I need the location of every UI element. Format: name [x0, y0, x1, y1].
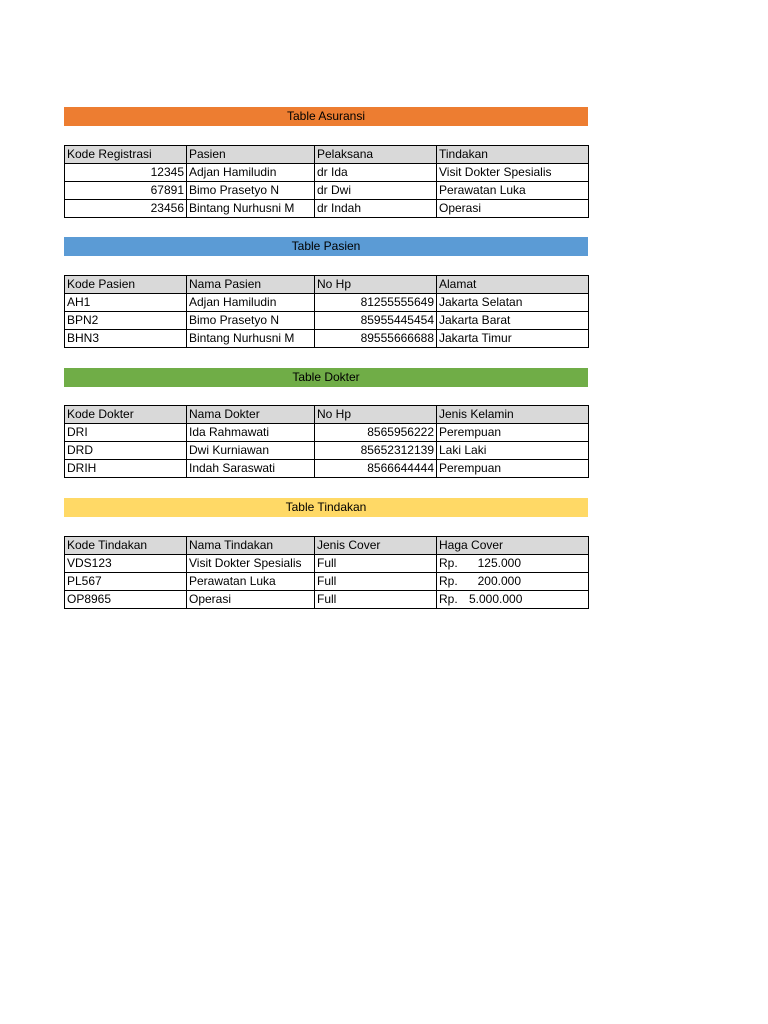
section-pasien — [64, 237, 588, 345]
header-cell[interactable]: Nama Pasien — [187, 276, 315, 294]
cell[interactable]: 85652312139 — [315, 442, 437, 460]
cell[interactable]: Adjan Hamiludin — [187, 294, 315, 312]
table-row — [65, 555, 589, 573]
currency-label: Rp. — [439, 592, 458, 606]
table-dokter — [64, 405, 589, 478]
header-cell[interactable]: Kode Pasien — [65, 276, 187, 294]
cell[interactable]: dr Ida — [315, 164, 437, 182]
table-header-row — [65, 276, 589, 294]
cell[interactable]: PL567 — [65, 573, 187, 591]
header-cell[interactable]: Kode Registrasi — [65, 146, 187, 164]
cell[interactable]: dr Dwi — [315, 182, 437, 200]
price-value — [439, 591, 586, 608]
table-header-row — [65, 537, 589, 555]
cell[interactable]: AH1 — [65, 294, 187, 312]
cell[interactable]: Full — [315, 591, 437, 609]
currency-label: Rp. — [439, 556, 458, 570]
cell[interactable]: Perawatan Luka — [187, 573, 315, 591]
amount-value: 200.000 — [477, 574, 521, 588]
banner-tindakan: Table Tindakan — [64, 498, 588, 517]
table-row — [65, 182, 589, 200]
price-value — [439, 555, 586, 572]
table-row — [65, 591, 589, 609]
table-row — [65, 200, 589, 218]
cell[interactable]: Perempuan — [437, 460, 589, 478]
cell[interactable]: Operasi — [187, 591, 315, 609]
header-cell[interactable]: Pelaksana — [315, 146, 437, 164]
table-header-row — [65, 406, 589, 424]
cell[interactable]: 81255555649 — [315, 294, 437, 312]
table-asuransi — [64, 145, 589, 218]
banner-dokter: Table Dokter — [64, 368, 588, 387]
amount-value: 5.000.000 — [469, 592, 523, 606]
cell[interactable]: Bintang Nurhusni M — [187, 330, 315, 348]
cell[interactable]: VDS123 — [65, 555, 187, 573]
cell[interactable]: Bimo Prasetyo N — [187, 312, 315, 330]
cell[interactable]: Jakarta Timur — [437, 330, 589, 348]
header-cell[interactable]: Nama Tindakan — [187, 537, 315, 555]
table-row — [65, 442, 589, 460]
banner-pasien: Table Pasien — [64, 237, 588, 256]
table-tindakan — [64, 536, 589, 609]
cell[interactable]: 8565956222 — [315, 424, 437, 442]
cell[interactable]: 12345 — [65, 164, 187, 182]
currency-label: Rp. — [439, 574, 458, 588]
table-row — [65, 312, 589, 330]
cell[interactable]: Jakarta Selatan — [437, 294, 589, 312]
cell[interactable]: Visit Dokter Spesialis — [187, 555, 315, 573]
cell[interactable]: dr Indah — [315, 200, 437, 218]
header-cell[interactable]: No Hp — [315, 276, 437, 294]
header-cell[interactable]: Alamat — [437, 276, 589, 294]
table-pasien — [64, 275, 589, 348]
cell[interactable]: 85955445454 — [315, 312, 437, 330]
header-cell[interactable]: Kode Tindakan — [65, 537, 187, 555]
header-cell[interactable]: Haga Cover — [437, 537, 589, 555]
cell[interactable]: Indah Saraswati — [187, 460, 315, 478]
table-header-row — [65, 146, 589, 164]
table-row — [65, 294, 589, 312]
header-cell[interactable]: No Hp — [315, 406, 437, 424]
cell[interactable]: BPN2 — [65, 312, 187, 330]
cell[interactable]: DRD — [65, 442, 187, 460]
cell[interactable]: Bintang Nurhusni M — [187, 200, 315, 218]
header-cell[interactable]: Nama Dokter — [187, 406, 315, 424]
section-dokter — [64, 368, 588, 475]
cell[interactable]: Perempuan — [437, 424, 589, 442]
cell[interactable]: Perawatan Luka — [437, 182, 589, 200]
table-row — [65, 164, 589, 182]
header-cell[interactable]: Kode Dokter — [65, 406, 187, 424]
section-asuransi — [64, 107, 588, 215]
cell[interactable]: Visit Dokter Spesialis — [437, 164, 589, 182]
cell[interactable]: Dwi Kurniawan — [187, 442, 315, 460]
price-value — [439, 573, 586, 590]
cell[interactable]: Bimo Prasetyo N — [187, 182, 315, 200]
price-cell[interactable] — [437, 591, 589, 609]
cell[interactable]: OP8965 — [65, 591, 187, 609]
table-row — [65, 460, 589, 478]
cell[interactable]: DRIH — [65, 460, 187, 478]
cell[interactable]: Operasi — [437, 200, 589, 218]
cell[interactable]: BHN3 — [65, 330, 187, 348]
cell[interactable]: 8566644444 — [315, 460, 437, 478]
cell[interactable]: Jakarta Barat — [437, 312, 589, 330]
cell[interactable]: 23456 — [65, 200, 187, 218]
header-cell[interactable]: Jenis Cover — [315, 537, 437, 555]
cell[interactable]: DRI — [65, 424, 187, 442]
section-tindakan — [64, 498, 588, 606]
header-cell[interactable]: Jenis Kelamin — [437, 406, 589, 424]
amount-value: 125.000 — [477, 556, 521, 570]
cell[interactable]: Full — [315, 573, 437, 591]
banner-asuransi: Table Asuransi — [64, 107, 588, 126]
cell[interactable]: Ida Rahmawati — [187, 424, 315, 442]
cell[interactable]: Adjan Hamiludin — [187, 164, 315, 182]
table-row — [65, 573, 589, 591]
header-cell[interactable]: Pasien — [187, 146, 315, 164]
header-cell[interactable]: Tindakan — [437, 146, 589, 164]
table-row — [65, 330, 589, 348]
cell[interactable]: Full — [315, 555, 437, 573]
cell[interactable]: 67891 — [65, 182, 187, 200]
price-cell[interactable] — [437, 573, 589, 591]
table-row — [65, 424, 589, 442]
cell[interactable]: Laki Laki — [437, 442, 589, 460]
price-cell[interactable] — [437, 555, 589, 573]
cell[interactable]: 89555666688 — [315, 330, 437, 348]
